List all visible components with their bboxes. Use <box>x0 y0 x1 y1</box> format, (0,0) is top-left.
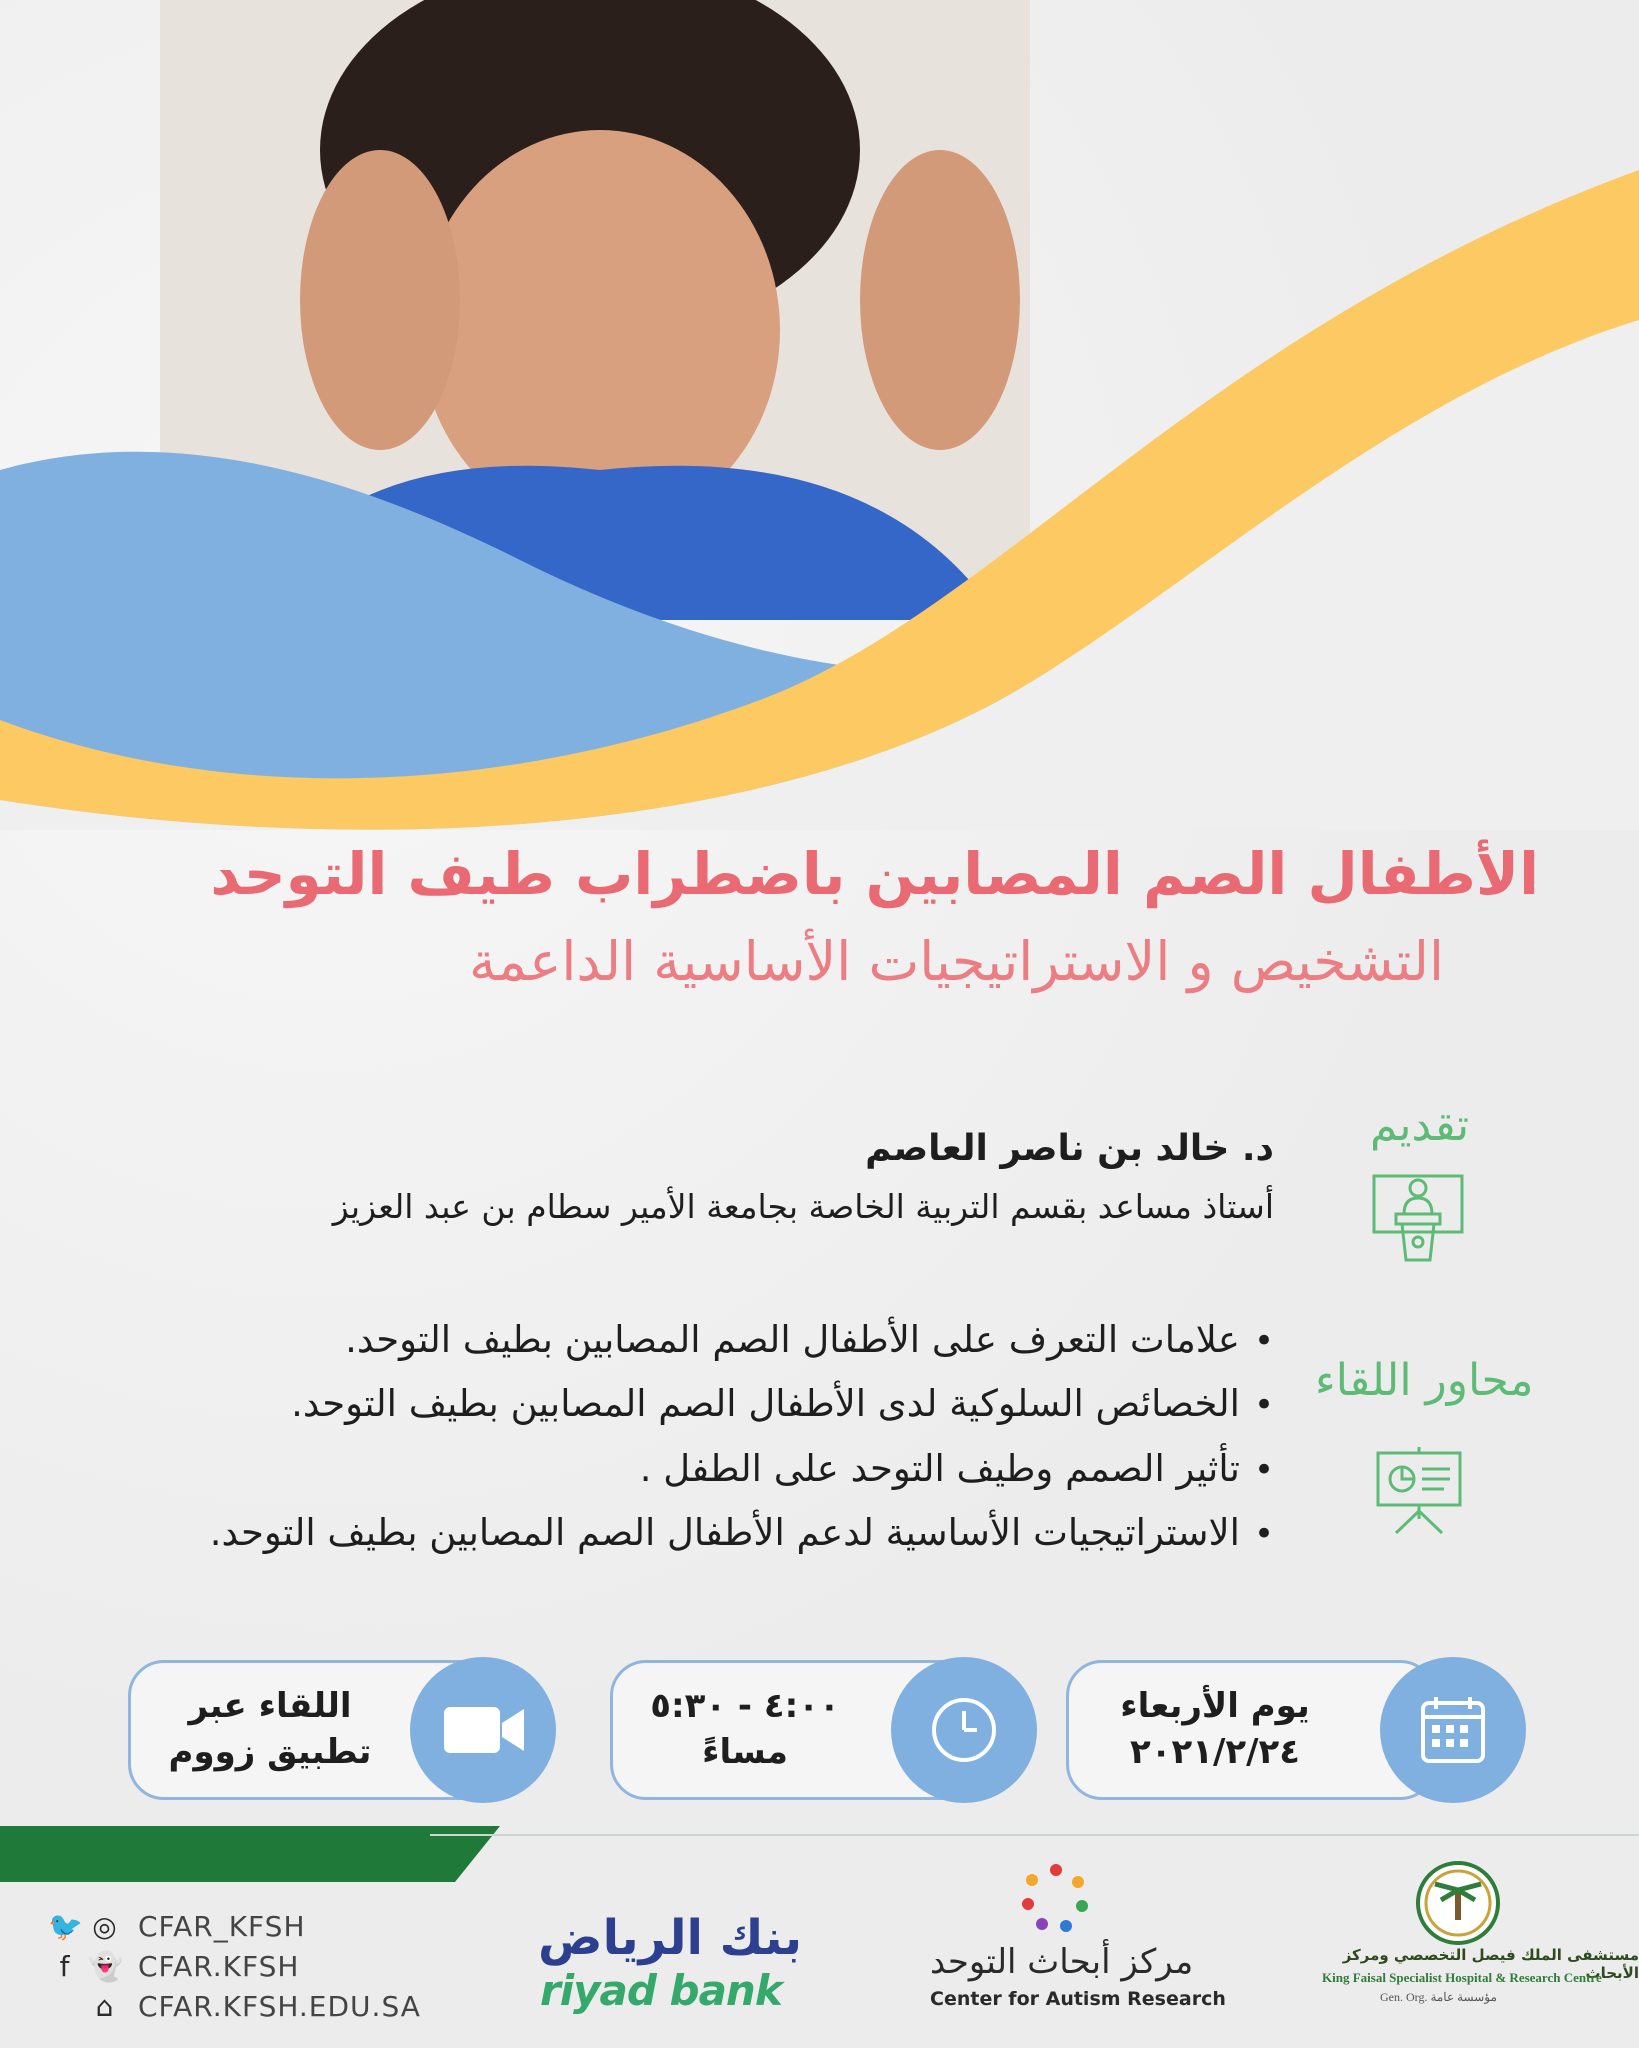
date-text <box>1090 1684 1340 1776</box>
social-handle[interactable]: CFAR.KFSH <box>138 1950 300 1983</box>
social-row-website <box>48 1990 421 2023</box>
podium-icon <box>1370 1170 1466 1262</box>
platform-text <box>150 1684 390 1776</box>
page-subtitle: التشخيص و الاستراتيجيات الأساسية الداعمة <box>468 929 1444 993</box>
weekday: يوم الأربعاء <box>1120 1686 1310 1726</box>
bullet: • <box>1253 1385 1274 1426</box>
snapchat-icon[interactable]: 👻 <box>88 1950 124 1983</box>
bullet: • <box>1253 1321 1274 1361</box>
presenter-name: د. خالد بن ناصر العاصم <box>865 1128 1274 1169</box>
video-camera-icon <box>410 1657 556 1803</box>
platform-line-1: اللقاء عبر <box>188 1686 352 1726</box>
title-block <box>150 840 1539 994</box>
social-handle[interactable]: CFAR_KFSH <box>138 1910 306 1943</box>
topic-text: الخصائص السلوكية لدى الأطفال الصم المصابين بطيف التوحد. <box>291 1382 1240 1426</box>
presenter-position: أستاذ مساعد بقسم التربية الخاصة بجامعة الأمير سطام بن عبد العزيز <box>332 1187 1274 1226</box>
time-text <box>630 1684 860 1776</box>
list-item <box>210 1447 1274 1491</box>
calendar-icon-badge <box>1380 1657 1526 1803</box>
list-item <box>210 1318 1274 1362</box>
list-item <box>210 1511 1274 1555</box>
bullet: • <box>1253 1449 1274 1490</box>
website-link[interactable]: CFAR.KFSH.EDU.SA <box>138 1990 421 2023</box>
hospital-org-type: Gen. Org. مؤسسة عامة <box>1380 1990 1497 2004</box>
page-title: الأطفال الصم المصابين باضطراب طيف التوحد <box>210 840 1539 908</box>
autism-center-name-arabic: مركز أبحاث التوحد <box>930 1942 1194 1982</box>
time-period: مساءً <box>702 1731 788 1772</box>
topics-label: محاور اللقاء <box>1315 1355 1534 1406</box>
topic-text: تأثير الصمم وطيف التوحد على الطفل . <box>639 1446 1240 1490</box>
topics-list <box>210 1318 1274 1576</box>
hospital-name-english: King Faisal Specialist Hospital & Research Centre <box>1322 1970 1602 1985</box>
video-camera-icon-badge <box>410 1657 556 1803</box>
autism-center-name-english: Center for Autism Research <box>930 1988 1226 2010</box>
autism-center-logo-icon <box>1018 1860 1094 1936</box>
home-icon[interactable]: ⌂ <box>95 1990 115 2023</box>
hero-illustration <box>0 0 1639 830</box>
social-row-facebook-snapchat <box>48 1950 299 1983</box>
instagram-icon[interactable]: ◎ <box>92 1910 118 1943</box>
clock-icon-badge <box>891 1657 1037 1803</box>
presentation-board-icon <box>1374 1445 1464 1535</box>
presenter-info <box>333 1128 1274 1226</box>
bullet: • <box>1253 1514 1274 1555</box>
footer-divider <box>430 1834 1639 1836</box>
date-value: ٢٠٢١/٢/٢٤ <box>1129 1731 1301 1772</box>
calendar-icon <box>1380 1657 1526 1803</box>
twitter-icon[interactable]: 🐦 <box>48 1910 84 1943</box>
time-range: ٤:٠٠ - ٥:٣٠ <box>650 1686 840 1726</box>
presenter-label: تقديم <box>1370 1100 1470 1151</box>
kfsh-logo-icon <box>1415 1860 1501 1946</box>
topic-text: علامات التعرف على الأطفال الصم المصابين بطيف التوحد. <box>345 1318 1240 1361</box>
clock-icon <box>891 1657 1037 1803</box>
footer-green-bar <box>0 1826 500 1882</box>
hospital-name-arabic: مستشفى الملك فيصل التخصصي ومركز الأبحاث <box>1342 1946 1639 1982</box>
facebook-icon[interactable]: f <box>59 1950 71 1983</box>
list-item <box>210 1382 1274 1426</box>
platform-line-2: تطبيق زووم <box>168 1731 372 1772</box>
social-row-twitter-instagram <box>48 1910 306 1943</box>
topic-text: الاستراتيجيات الأساسية لدعم الأطفال الصم المصابين بطيف التوحد. <box>209 1511 1240 1555</box>
riyad-bank-logo-english: riyad bank <box>540 1966 782 2015</box>
riyad-bank-logo-arabic: بنك الرياض <box>538 1910 802 1966</box>
